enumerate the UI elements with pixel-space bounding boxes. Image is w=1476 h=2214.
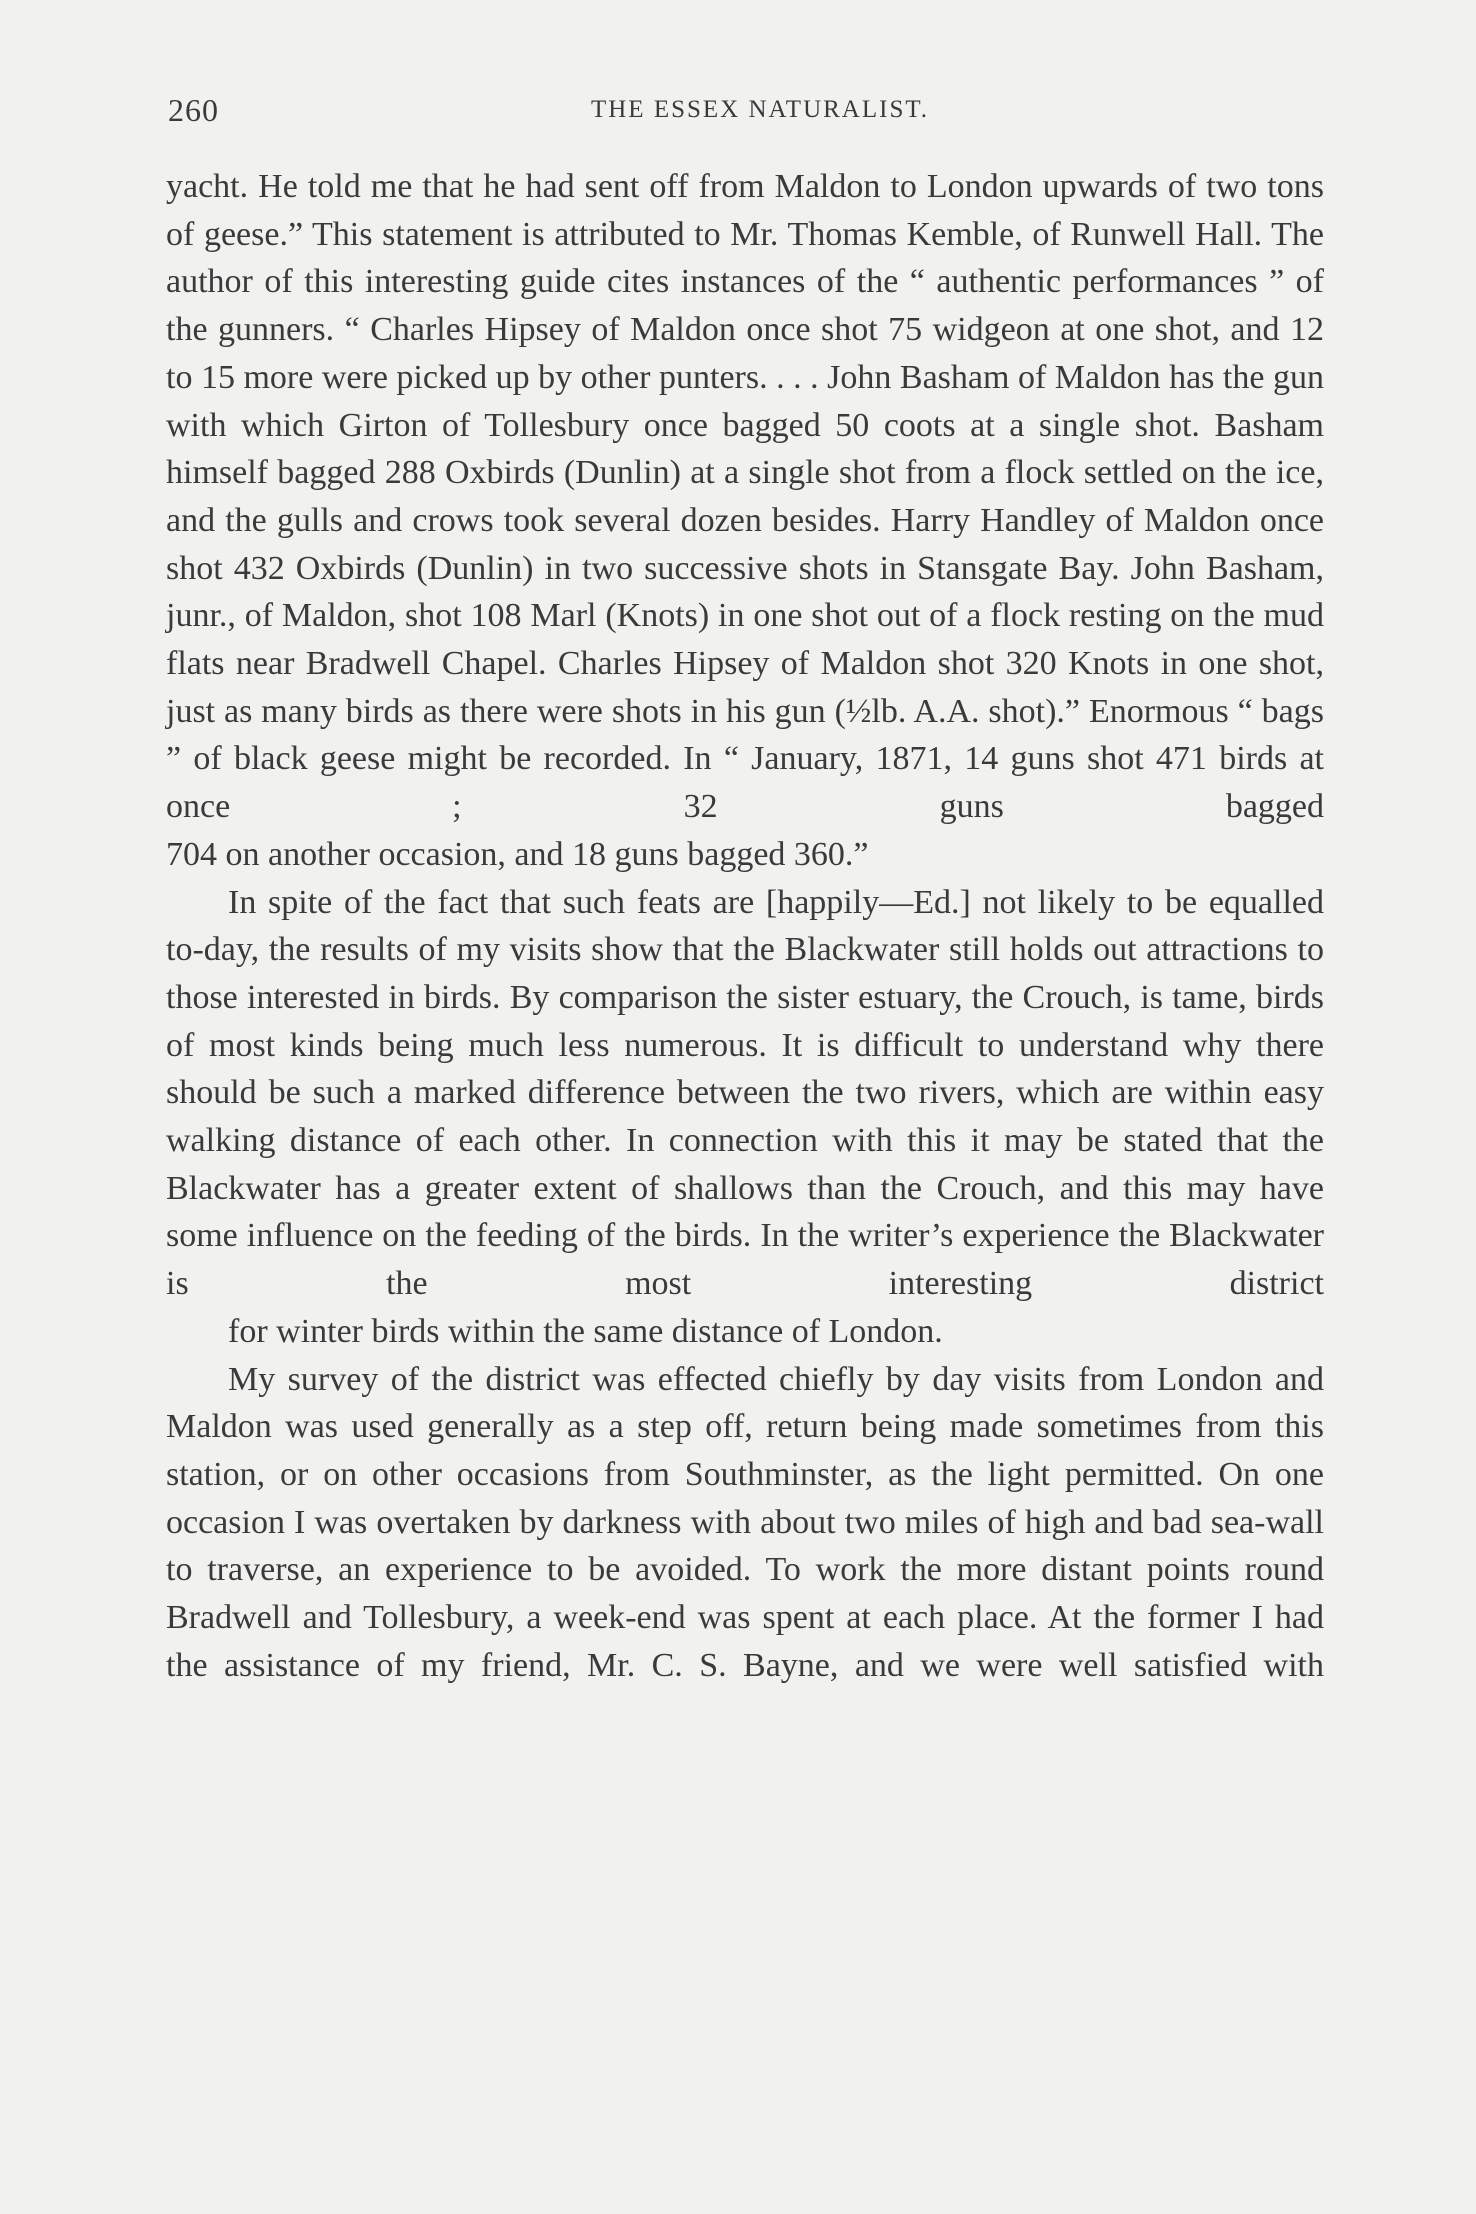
paragraph-quotation-continued	[166, 163, 1324, 879]
paragraph-last-line: 704 on another occasion, and 18 guns bagged 360.”	[166, 835, 869, 873]
paragraph-blackwater-attractions	[166, 879, 1324, 1356]
running-head	[160, 92, 1320, 132]
body-text	[166, 163, 1324, 1690]
paragraph-body: My survey of the district was effected chiefly by day visits from London and Maldon was used generally as a step off, return being made sometimes from this station, or on other occasions from Southminster, as the light permitted. On one occasion I was overtaken by darkness with about two miles of high and bad sea-wall to traverse, an experience to be avoided. To work the more distant points round Bradwell and Tollesbury, a week-end was spent at each place. At the former I had the assistance of my friend, Mr. C. S. Bayne, and we were well satisfied with	[166, 1360, 1324, 1684]
paragraph-survey-of-district	[166, 1356, 1324, 1690]
page-number: 260	[168, 92, 219, 128]
paragraph-body: yacht. He told me that he had sent off from Maldon to London upwards of two tons of geese.” This statement is attributed to Mr. Thomas Kemble, of Runwell Hall. The author of this interesting guide cites instances of the “ authentic performances ” of the gunners. “ Charles Hipsey of Maldon once shot 75 widgeon at one shot, and 12 to 15 more were picked up by other punters. . . . John Basham of Maldon has the gun with which Girton of Tollesbury once bagged 50 coots at a single shot. Basham himself bagged 288 Oxbirds (Dunlin) at a single shot from a flock settled on the ice, and the gulls and crows took several dozen besides. Harry Handley of Maldon once shot 432 Oxbirds (Dunlin) in two successive shots in Stansgate Bay. John Basham, junr., of Maldon, shot 108 Marl (Knots) in one shot out of a flock resting on the mud flats near Bradwell Chapel. Charles Hipsey of Maldon shot 320 Knots in one shot, just as many birds as there were shots in his gun (½lb. A.A. shot).” Enormous “ bags ” of black geese might be recorded. In “ January, 1871, 14 guns shot 471 birds at once ; 32 guns bagged	[166, 168, 1324, 826]
journal-title: THE ESSEX NATURALIST.	[590, 96, 930, 123]
paragraph-last-line: for winter birds within the same distance of London.	[228, 1312, 943, 1350]
paragraph-body: In spite of the fact that such feats are [happily—Ed.] not likely to be equalled to-day, the results of my visits show that the Blackwater still holds out attractions to those interested in birds. By comparison the sister estuary, the Crouch, is tame, birds of most kinds being much less numerous. It is difficult to understand why there should be such a marked difference between the two rivers, which are within easy walking distance of each other. In connection with this it may be stated that the Blackwater has a greater extent of shallows than the Crouch, and this may have some influence on the feeding of the birds. In the writer’s experience the Blackwater is the most interesting district	[166, 883, 1324, 1303]
